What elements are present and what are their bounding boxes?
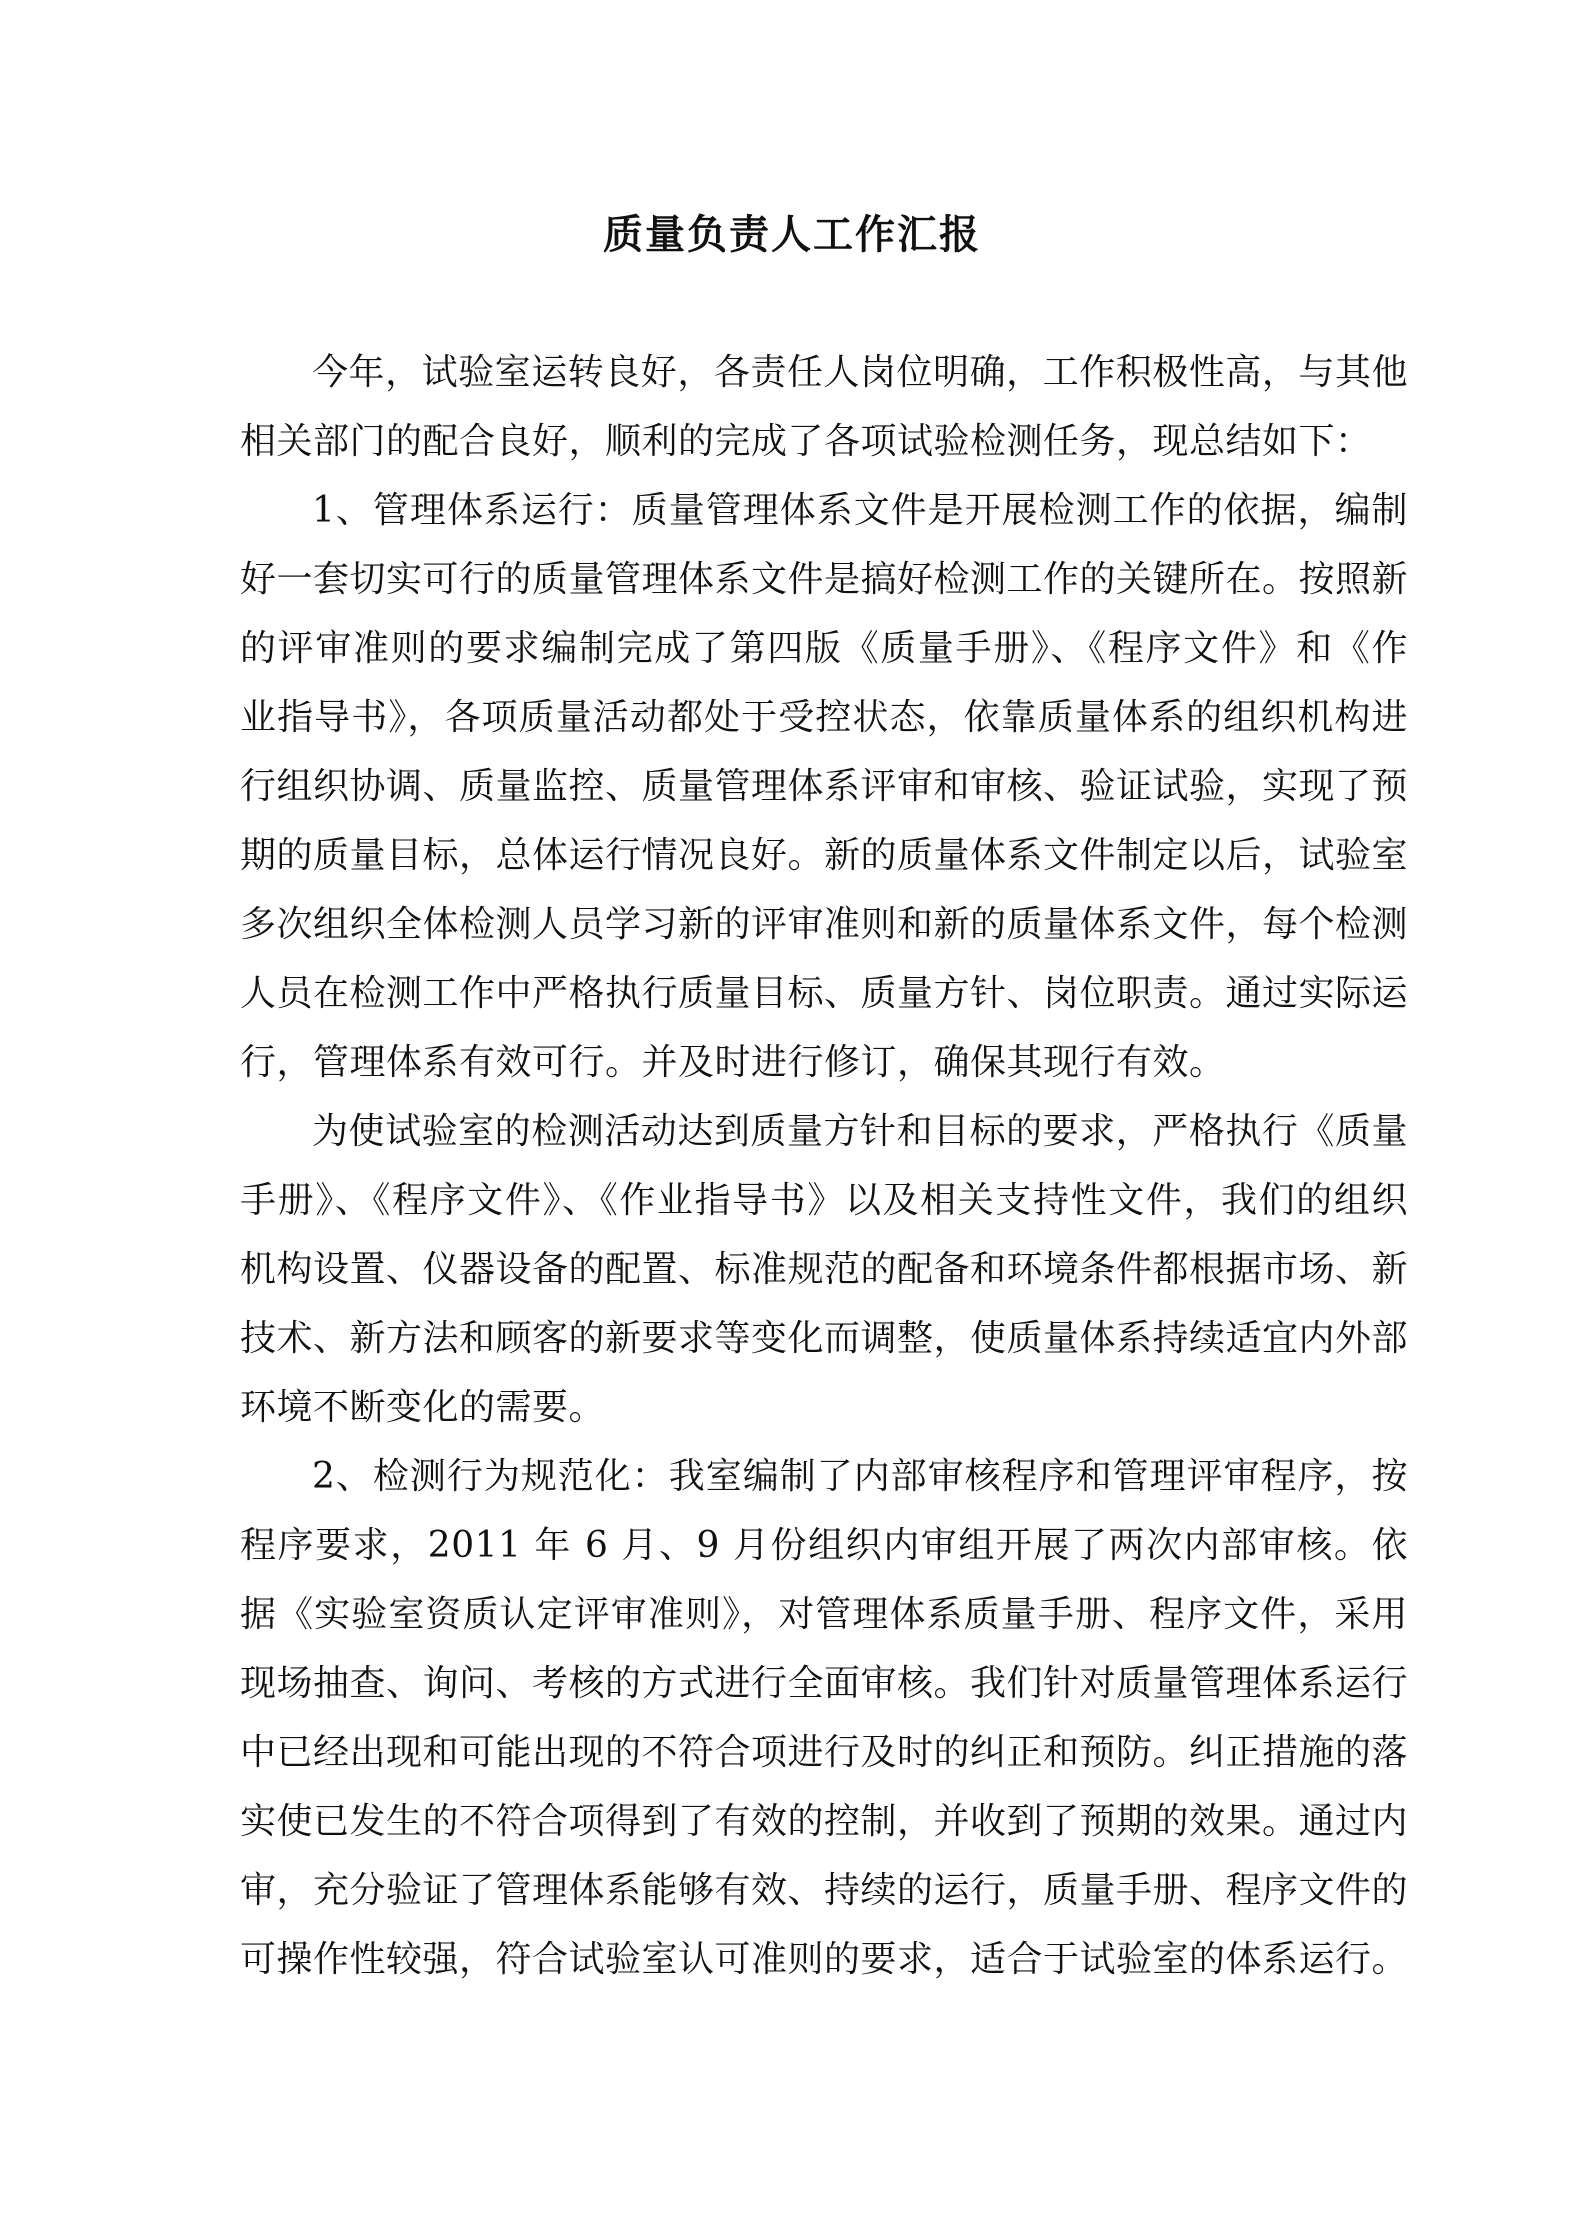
paragraph-testing-standardization: 2、检测行为规范化：我室编制了内部审核程序和管理评审程序，按程序要求，2011 年 6 月、9 月份组织内审组开展了两次内部审核。依据《实验室资质认定评审准则》，对管理体系质量手册、程序文件，采用现场抽查、询问、考核的方式进行全面审核。我们针对质量管理体系运行中已经出现和可能出现的不符合项进行及时的纠正和预防。纠正措施的落实使已发生的不符合项得到了有效的控制，并收到了预期的效果。通过内审，充分验证了管理体系能够有效、持续的运行，质量手册、程序文件的可操作性较强，符合试验室认可准则的要求，适合于试验室的体系运行。 [240, 1456, 1409, 1980]
paragraph-management-system: 1、管理体系运行：质量管理体系文件是开展检测工作的依据，编制好一套切实可行的质量管理体系文件是搞好检测工作的关键所在。按照新的评审准则的要求编制完成了第四版《质量手册》、《程序文件》和《作业指导书》，各项质量活动都处于受控状态，依靠质量体系的组织机构进行组织协调、质量监控、质量管理体系评审和审核、验证试验，实现了预期的质量目标，总体运行情况良好。新的质量体系文件制定以后，试验室多次组织全体检测人员学习新的评审准则和新的质量体系文件，每个检测人员在检测工作中严格执行质量目标、质量方针、岗位职责。通过实际运行，管理体系有效可行。并及时进行修订，确保其现行有效。 [240, 490, 1409, 1083]
document-title: 质量负责人工作汇报 [603, 211, 981, 258]
paragraph-quality-policy: 为使试验室的检测活动达到质量方针和目标的要求，严格执行《质量手册》、《程序文件》、《作业指导书》以及相关支持性文件，我们的组织机构设置、仪器设备的配置、标准规范的配备和环境条件都根据市场、新技术、新方法和顾客的新要求等变化而调整，使质量体系持续适宜内外部环境不断变化的需要。 [240, 1111, 1409, 1428]
document-body [240, 338, 1408, 1994]
paragraph-intro: 今年，试验室运转良好，各责任人岗位明确，工作积极性高，与其他相关部门的配合良好，顺利的完成了各项试验检测任务，现总结如下： [240, 352, 1408, 462]
